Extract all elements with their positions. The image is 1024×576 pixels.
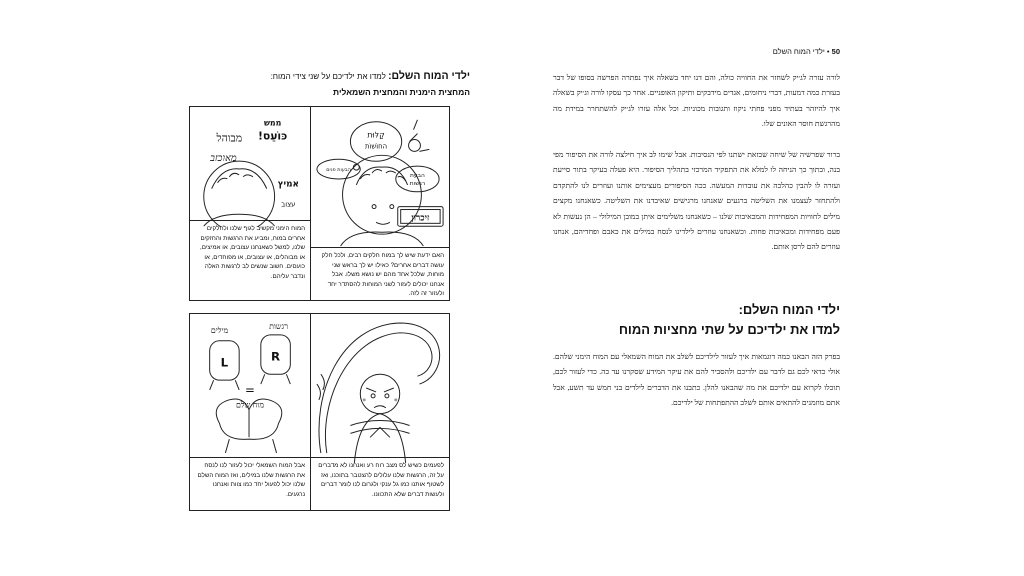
- section-heading-line-2: למדו את ילדיכם על שתי מחציות המוח: [618, 322, 840, 337]
- panel-2-caption: המוח הימני מקשיב לגוף שלנו ולחלקים אחרים במוח, ומביע את הרגשות והחזקים שלנו, למשל כשאנחנו עצובים, או אמיצים, או מבוהלים, או עצובים, או מפוחדים, או כועסים. חשוב שנשים לב לרגשות האלה ונדבר עליהם.: [190, 220, 310, 300]
- section-heading-line-1: ילדי המוח השלם:: [738, 302, 840, 317]
- art-word-17: =: [245, 382, 255, 397]
- paragraph-2: ברור שפרשיה של שיחה שכזאת ישתנו לפי הנסיבות. אבל שימו לב איך חילצה לורה את הסיפור מפי בנה, ובתוך כך הניחה לו למלא את התפקיד המרכזי בתהליך הסיפור. היא פעלה בעיקר בתור סייעת ועזרה לו להבין כהלכה את עובדות המעשה. ככה הסיפורים מעצימים אותנו ועוזרים לנו להתקדם ולהתחזר לעצמנו את השליטה ברגעים שאנחנו מרגישים שאיבדנו את השליטה. כשאנחנו מקצים מילים לחוויות המפחידות והמכאיבות שלנו – כשאנחנו משלימים איתן במובן המילולי – הן נעשות לא פעם מפחידות ומכאיבות פחות. וכשאנחנו עוזרים לילדינו לנסח במילים את כאבם ופחדיהם, אנחנו עוזרים להם לרסן אותם.: [553, 150, 840, 252]
- paragraph-1: לורה עזרה לג׳יק לשחזר את החוויה כולה, והם דנו יחד בשאלה איך נפתרה הפרשה בסופו של דבר בעזרת כמה דמעות, דברי ניחומים, אגדים מידבקים ותיקון האופניים. אחר כך עסקו לורה וג׳יק בשאלה איך להיזהר בעתיד מפני פחתי ניקוז ותגובות מכוניות. וכל אלה עזרו לג׳יק להשתחרר במידת מה מהרגשת חוסר האונים שלו.: [553, 73, 840, 129]
- running-header: [773, 47, 840, 56]
- art-word-8: כּוֹעֵס!: [257, 129, 288, 143]
- emotions-brain-illustration: [190, 107, 310, 227]
- art-word-9: מבוהל: [216, 131, 243, 145]
- comic-panel-1: [310, 106, 450, 301]
- paragraph-3: בפרק הזה הבאנו כמה דוגמאות איך לעזור לילדיכם לשלב את המוח השמאלי עם המוח הימני שלהם. אולי כדאי לכם גם לדבר עם ילדיכם ולהסביר להם את עיקר המידע שסקרנו עד כה. כדי לעזור לכם, תוכלו לקרוא עם ילדיכם את מה שהבאנו להלן. כתבנו את הדברים לילדים בני חמש עד תשע, אבל אתם מוזמנים להתאים אותם לשלב ההתפתחות של ילדיכם.: [553, 352, 840, 408]
- running-title: ילדי המוח השלם: [772, 47, 825, 56]
- comic-panel-4: [189, 313, 311, 511]
- panel-1-caption: האם ידעת שיש לך במוח חלקים רבים, ולכל חלק עושה דברים אחרים? כאילו יש לך בראש שני מוחות, שלכל אחד מהם יש נושא משלו. אבל אנחנו יכולים לעזור לשני המוחות להסתדר יחד ולעזור זה לזה.: [311, 247, 449, 300]
- left-page-subtitle: המחצית הימנית והמחצית השמאלית: [333, 87, 470, 97]
- art-word-16: R: [271, 349, 281, 364]
- art-word-14: רגשות: [269, 322, 288, 331]
- art-word-13: מילים: [210, 325, 229, 335]
- art-word-3: הבעת: [410, 173, 425, 179]
- art-word-4: רגשות: [409, 180, 426, 187]
- folio-separator: •: [826, 47, 830, 56]
- art-word-11: אמיץ: [277, 179, 300, 190]
- art-word-10: מאוכזב: [210, 153, 237, 165]
- panel-4-caption: אבל המוח השמאלי יכול לעזור לנו לנסח את הרגשות שלנו במילים, ואז המוח השלם שלנו יכול לפעול יחד כמו צוות ואנחנו נרגעים.: [190, 457, 310, 510]
- art-word-1: קַלּוּת: [367, 130, 385, 140]
- art-word-6: הבעות פנים: [326, 167, 351, 174]
- art-word-7: ממש: [263, 118, 282, 128]
- whole-brain-equation-illustration: [190, 314, 310, 464]
- left-page: [185, 70, 470, 520]
- left-title-bold: ילדי המוח השלם:: [388, 70, 470, 82]
- page-number: 50: [831, 47, 840, 56]
- art-word-12: עצוב: [281, 200, 296, 209]
- comic-panel-3: [310, 313, 450, 511]
- comic-panel-2: [189, 106, 311, 301]
- left-title-rest: למדו את ילדיכם על שני צידי המוח:: [270, 72, 389, 81]
- art-word-5: זיכרון: [411, 213, 430, 224]
- left-page-title: [185, 70, 470, 83]
- child-thought-bubbles-illustration: [311, 107, 449, 247]
- art-word-2: החוֹשׁוֹת: [364, 142, 388, 151]
- panel-3-caption: לפעמים כשיש לס מצב רוח רע ואנחנו לא מדברים על זה, הרגשות שלנו עלולים להצטבר בתוכנו, ואז לשטוף אותנו כמו גל ענקי ולגרום לנו לומר דברים ולעשות דברים שלא התכוונו.: [311, 457, 449, 510]
- emotion-wave-illustration: [311, 314, 449, 464]
- art-word-18: מוח שלם: [236, 400, 264, 410]
- art-word-15: L: [220, 355, 229, 370]
